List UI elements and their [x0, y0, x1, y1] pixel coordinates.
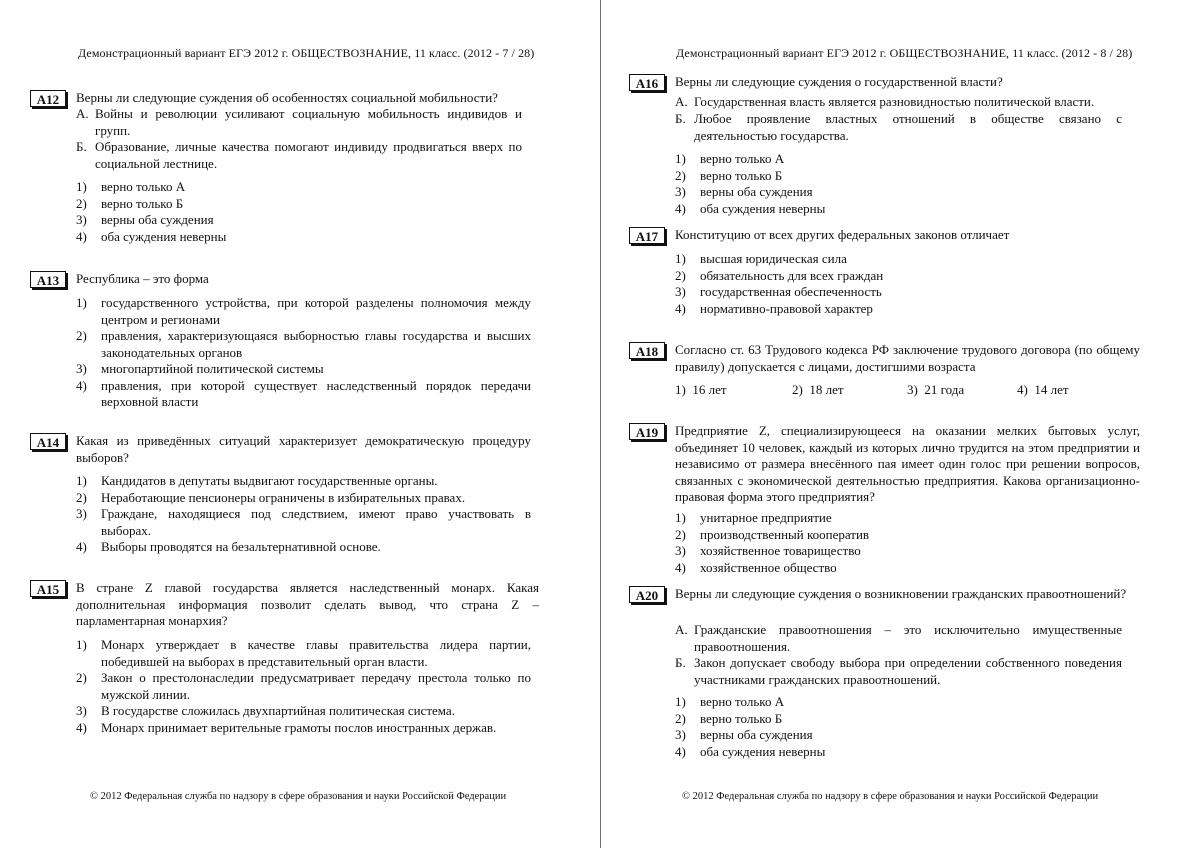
option-number: 2) — [76, 489, 87, 505]
question-number: A13 — [30, 271, 66, 288]
question-number: A12 — [30, 90, 66, 107]
option-number: 2) — [675, 167, 686, 183]
statement-a — [675, 94, 1122, 111]
statement-text: Гражданские правоотношения – это исключительно имущественные правоотношения. — [694, 622, 1122, 654]
statement-text: Любое проявление властных отношений в обществе связано с деятельностью государства. — [694, 111, 1122, 143]
statement-b — [76, 139, 522, 172]
option-text: оба суждения неверны — [101, 228, 227, 244]
question-stem: Какая из приведённых ситуаций характеризует демократическую процедуру выборов? — [76, 433, 531, 465]
option-text: многопартийной политической системы — [101, 361, 324, 376]
option-text: хозяйственное общество — [700, 559, 837, 575]
question-stem: Верны ли следующие суждения об особенностях социальной мобильности? — [76, 90, 498, 105]
option-text: Кандидатов в депутаты выдвигают государственные органы. — [101, 473, 438, 488]
answer-option[interactable] — [675, 168, 1115, 185]
option-text: верно только Б — [700, 167, 783, 183]
option-text: хозяйственное товарищество — [700, 543, 861, 558]
answer-option[interactable] — [76, 361, 531, 378]
page-footer: © 2012 Федеральная служба по надзору в сфере образования и науки Российской Федерации — [90, 791, 507, 802]
statement-text: Образование, личные качества помогают индивиду продвигаться вверх по социальной лестнице. — [95, 139, 522, 171]
answer-option[interactable] — [76, 670, 531, 703]
answer-option[interactable] — [675, 201, 1115, 218]
option-text: Закон о престолонаследии предусматривает передачу престола только по мужской линии. — [101, 670, 531, 702]
answer-option[interactable] — [76, 506, 531, 539]
statement-text: Войны и революции усиливают социальную мобильность индивидов и групп. — [95, 106, 522, 138]
answer-option[interactable] — [675, 711, 1115, 728]
page-header: Демонстрационный вариант ЕГЭ 2012 г. ОБЩЕСТВОЗНАНИЕ, 11 класс. (2012 - 8 / 28) — [676, 46, 1133, 60]
answer-options — [76, 179, 522, 245]
option-text: В государстве сложилась двухпартийная политическая система. — [101, 703, 455, 718]
statement-label: Б. — [675, 655, 686, 670]
statement-text: Закон допускает свободу выбора при определении собственного поведения участниками гражданских правоотношений. — [694, 655, 1122, 687]
answer-option[interactable] — [907, 382, 1017, 399]
answer-option[interactable] — [675, 543, 1115, 560]
option-text: 21 года — [924, 382, 965, 397]
answer-option[interactable] — [792, 382, 907, 399]
answer-option[interactable] — [675, 382, 792, 399]
option-number: 2) — [675, 710, 686, 726]
answer-option[interactable] — [76, 212, 522, 229]
option-number: 2) — [76, 670, 87, 685]
option-number: 1) — [76, 637, 87, 652]
statement-label: А. — [76, 106, 89, 121]
answer-option[interactable] — [76, 720, 531, 737]
question-number: A14 — [30, 433, 66, 450]
option-number: 2) — [792, 382, 803, 397]
option-number: 4) — [1017, 382, 1028, 397]
option-text: 14 лет — [1034, 382, 1069, 397]
option-text: Монарх утверждает в качестве главы правительства лидера партии, победившей на выборах в представительный орган власти. — [101, 637, 531, 669]
option-number: 3) — [675, 184, 686, 199]
option-number: 1) — [675, 151, 686, 166]
option-number: 4) — [76, 539, 87, 554]
option-text: верно только А — [700, 151, 785, 166]
option-number: 1) — [76, 473, 87, 488]
question-number: A16 — [629, 74, 665, 91]
option-number: 3) — [76, 506, 87, 521]
option-number: 1) — [675, 510, 686, 525]
option-number: 3) — [76, 361, 87, 376]
answer-option[interactable] — [76, 637, 531, 670]
answer-option[interactable] — [675, 284, 1115, 301]
option-text: государственного устройства, при которой разделены полномочия между центром и регионами — [101, 295, 531, 327]
answer-option[interactable] — [675, 184, 1115, 201]
statement-text: Государственная власть является разновидностью политической власти. — [694, 94, 1095, 109]
option-number: 4) — [675, 200, 686, 216]
option-number: 1) — [76, 179, 87, 194]
answer-option[interactable] — [76, 703, 531, 720]
option-text: верны оба суждения — [101, 212, 214, 227]
option-number: 4) — [675, 559, 686, 575]
answer-option[interactable] — [76, 196, 522, 213]
answer-option[interactable] — [675, 301, 1115, 318]
question-number: A17 — [629, 227, 665, 244]
statement-label: А. — [675, 622, 688, 637]
answer-options — [675, 151, 1115, 217]
option-text: оба суждения неверны — [700, 743, 826, 759]
option-number: 1) — [76, 295, 87, 310]
option-number: 3) — [76, 212, 87, 227]
answer-option[interactable] — [675, 527, 1115, 544]
option-number: 1) — [675, 382, 686, 397]
answer-options — [76, 295, 531, 411]
answer-option[interactable] — [675, 151, 1115, 168]
question-number: A19 — [629, 423, 665, 440]
answer-option[interactable] — [76, 378, 531, 411]
answer-options — [675, 251, 1115, 317]
option-text: верно только Б — [700, 710, 783, 726]
option-text: верно только А — [101, 179, 186, 194]
answer-option[interactable] — [76, 229, 522, 246]
answer-options — [76, 473, 531, 556]
page-header: Демонстрационный вариант ЕГЭ 2012 г. ОБЩЕСТВОЗНАНИЕ, 11 класс. (2012 - 7 / 28) — [78, 46, 535, 60]
option-text: Выборы проводятся на безальтернативной основе. — [101, 539, 381, 554]
question-stem: Верны ли следующие суждения о возникновении гражданских правоотношений? — [675, 586, 1127, 601]
question-stem: Верны ли следующие суждения о государственной власти? — [675, 74, 1003, 89]
answer-option[interactable] — [76, 490, 531, 507]
question-number: A18 — [629, 342, 665, 359]
statement-a — [76, 106, 522, 139]
answer-options — [675, 510, 1115, 576]
answer-options — [675, 382, 1069, 399]
page-footer: © 2012 Федеральная служба по надзору в сфере образования и науки Российской Федерации — [682, 791, 1099, 802]
option-text: производственный кооператив — [700, 526, 870, 542]
question-stem: Республика – это форма — [76, 271, 209, 286]
question-number: A15 — [30, 580, 66, 597]
statement-b — [675, 655, 1122, 688]
option-text: Граждане, находящиеся под следствием, имеют право участвовать в выборах. — [101, 506, 531, 538]
statement-a — [675, 622, 1122, 655]
question-stem: Предприятие Z, специализирующееся на оказании мелких бытовых услуг, объединяет 10 человек, каждый из которых лично трудится на этом предприятии и независимо от размера внесённого пая имеет один голос при решении вопросов, связанных с экономической деятельностью предприятия. Какова организационно-правовая форма этого предприятия? — [675, 423, 1140, 504]
option-text: унитарное предприятие — [700, 510, 832, 525]
option-text: обязательность для всех граждан — [700, 267, 884, 283]
question-stem: Согласно ст. 63 Трудового кодекса РФ заключение трудового договора (по общему правилу) допускается с лицами, достигшими возраста — [675, 342, 1140, 374]
answer-options — [76, 637, 531, 736]
answer-option[interactable] — [76, 539, 531, 556]
statement-label: А. — [675, 94, 688, 109]
answer-option[interactable] — [76, 295, 531, 328]
answer-option[interactable] — [675, 694, 1115, 711]
option-number: 3) — [675, 284, 686, 299]
answer-option[interactable] — [675, 727, 1115, 744]
option-number: 4) — [76, 719, 87, 735]
option-number: 2) — [675, 267, 686, 283]
question-number: A20 — [629, 586, 665, 603]
option-number: 3) — [907, 382, 918, 397]
option-text: 16 лет — [692, 382, 727, 397]
option-text: верны оба суждения — [700, 184, 813, 199]
answer-option[interactable] — [76, 179, 522, 196]
option-text: верно только А — [700, 694, 785, 709]
answer-option[interactable] — [675, 744, 1115, 761]
option-text: оба суждения неверны — [700, 200, 826, 216]
option-number: 2) — [675, 526, 686, 542]
option-text: верны оба суждения — [700, 727, 813, 742]
answer-option[interactable] — [76, 328, 531, 361]
answer-option[interactable] — [675, 268, 1115, 285]
answer-option[interactable] — [76, 473, 531, 490]
option-number: 1) — [675, 251, 686, 266]
statement-label: Б. — [675, 111, 686, 126]
option-text: верно только Б — [101, 195, 184, 211]
option-number: 2) — [76, 195, 87, 211]
option-text: высшая юридическая сила — [700, 251, 847, 266]
answer-option[interactable] — [675, 251, 1115, 268]
question-stem: В стране Z главой государства является наследственный монарх. Какая дополнительная информация позволит сделать вывод, что страна Z – парламентарная монархия? — [76, 580, 539, 628]
option-text: 18 лет — [809, 382, 844, 397]
option-number: 3) — [76, 703, 87, 718]
option-number: 4) — [76, 377, 87, 393]
option-number: 4) — [76, 228, 87, 244]
option-text: Неработающие пенсионеры ограничены в избирательных правах. — [101, 489, 466, 505]
answer-option[interactable] — [1017, 382, 1069, 399]
option-text: правления, характеризующаяся выборностью главы государства и высших законодательных органов — [101, 328, 531, 360]
option-number: 4) — [675, 300, 686, 316]
option-text: нормативно-правовой характер — [700, 300, 873, 316]
option-text: правления, при которой существует наследственный порядок передачи верховной власти — [101, 377, 531, 409]
statement-b — [675, 111, 1122, 144]
answer-option[interactable] — [675, 510, 1115, 527]
option-number: 1) — [675, 694, 686, 709]
option-number: 3) — [675, 543, 686, 558]
option-number: 2) — [76, 328, 87, 343]
answer-option[interactable] — [675, 560, 1115, 577]
question-stem: Конституцию от всех других федеральных законов отличает — [675, 227, 1010, 242]
right-page — [601, 0, 1200, 848]
statement-label: Б. — [76, 139, 87, 154]
answer-options — [675, 694, 1115, 760]
option-number: 4) — [675, 743, 686, 759]
option-number: 3) — [675, 727, 686, 742]
option-text: Монарх принимает верительные грамоты послов иностранных держав. — [101, 719, 497, 735]
option-text: государственная обеспеченность — [700, 284, 882, 299]
